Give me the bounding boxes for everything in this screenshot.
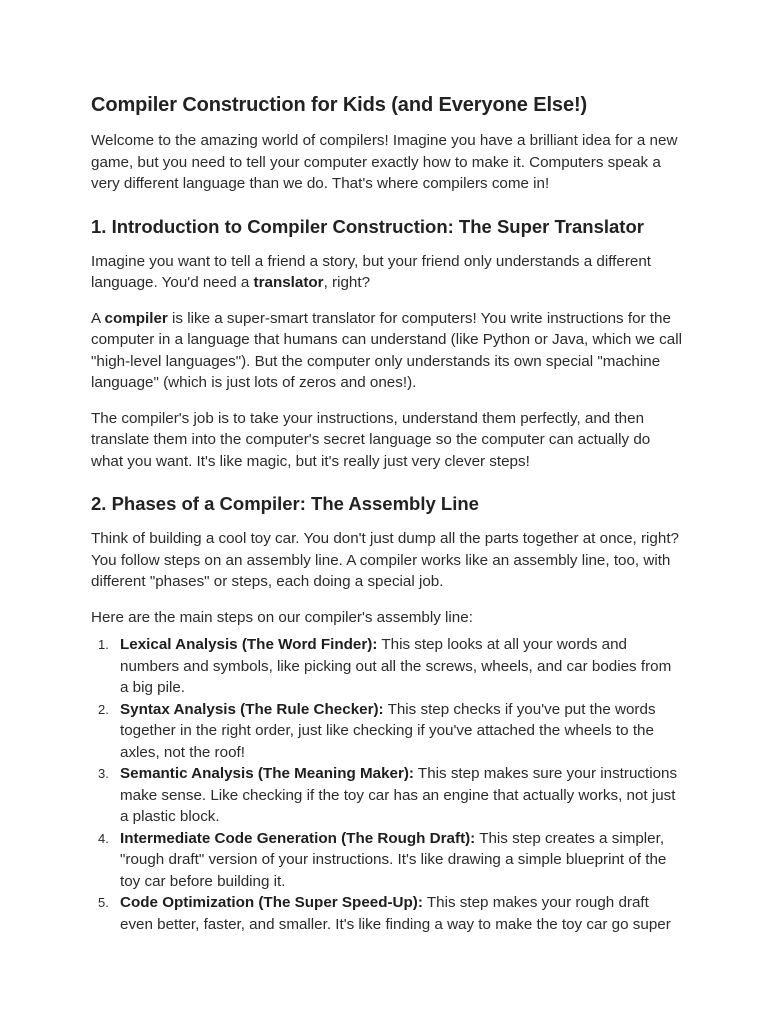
list-item — [91, 828, 682, 893]
list-number: 2. — [98, 701, 109, 717]
list-number: 5. — [98, 895, 109, 910]
step-title: Intermediate Code Generation (The Rough Draft): — [120, 829, 476, 847]
section-2-paragraph-2: Here are the main steps on our compiler's assembly line: — [91, 608, 473, 626]
list-number: 3. — [98, 766, 109, 781]
section-1-heading: 1. Introduction to Compiler Construction: The Super Translator — [91, 215, 644, 237]
step-text: This step makes sure your instructions make sense. Like checking if the toy car has an engine that actually works, not just a plastic block. — [120, 765, 678, 825]
step-text: This step makes your rough draft even better, faster, and smaller. It's like finding a way to make the toy car go super — [120, 894, 671, 933]
step-title: Code Optimization (The Super Speed-Up): — [120, 894, 423, 911]
list-number: 4. — [98, 830, 109, 846]
section-2-heading: 2. Phases of a Compiler: The Assembly Line — [91, 493, 479, 514]
text-span: Imagine you want to tell a friend a story, but your friend only understands a different language. You'd need a — [91, 252, 652, 291]
page-title: Compiler Construction for Kids (and Everyone Else!) — [91, 94, 588, 116]
list-item — [91, 892, 682, 935]
section-1-paragraph-3: The compiler's job is to take your instructions, understand them perfectly, and then translate them into the computer's secret language so the computer can actually do what you want. It's like magic, but it's really just very clever steps! — [91, 409, 651, 470]
section-2-paragraph-1: Think of building a cool toy car. You don't just dump all the parts together at once, right? You follow steps on an assembly line. A compiler works like an assembly line, too, with different "phases" or steps, each doing a special job. — [91, 530, 679, 590]
text-span: A — [91, 309, 105, 327]
list-item — [91, 634, 682, 699]
bold-term-translator: translator — [253, 274, 324, 291]
step-title: Semantic Analysis (The Meaning Maker): — [120, 765, 414, 782]
section-1-paragraph-2 — [91, 308, 682, 394]
text-span: , right? — [323, 274, 371, 291]
list-item — [91, 763, 682, 828]
step-text: This step creates a simpler, "rough draft" version of your instructions. It's like drawing a simple blueprint of the toy car before building it. — [120, 829, 667, 890]
list-item — [91, 699, 682, 764]
bold-term-compiler: compiler — [104, 309, 168, 327]
step-text: This step looks at all your words and numbers and symbols, like picking out all the screws, wheels, and car bodies from a big pile. — [120, 636, 672, 696]
step-title: Lexical Analysis (The Word Finder): — [120, 636, 378, 653]
step-title: Syntax Analysis (The Rule Checker): — [120, 700, 384, 718]
step-text: This step checks if you've put the words together in the right order, just like checking if you've attached the wheels to the axles, not the roof! — [120, 700, 656, 761]
list-number: 1. — [98, 637, 109, 652]
intro-paragraph: Welcome to the amazing world of compilers! Imagine you have a brilliant idea for a new game, but you need to tell your computer exactly how to make it. Computers speak a very different language than we do. That's where compilers come in! — [91, 132, 678, 192]
compiler-phases-list — [91, 634, 682, 935]
section-1-paragraph-1 — [91, 251, 682, 294]
text-span: is like a super-smart translator for computers! You write instructions for the computer in a language that humans can understand (like Python or Java, which we call "high-level languages"). But the computer only understands its own special "machine language" (which is just lots of zeros and ones!). — [91, 309, 682, 391]
